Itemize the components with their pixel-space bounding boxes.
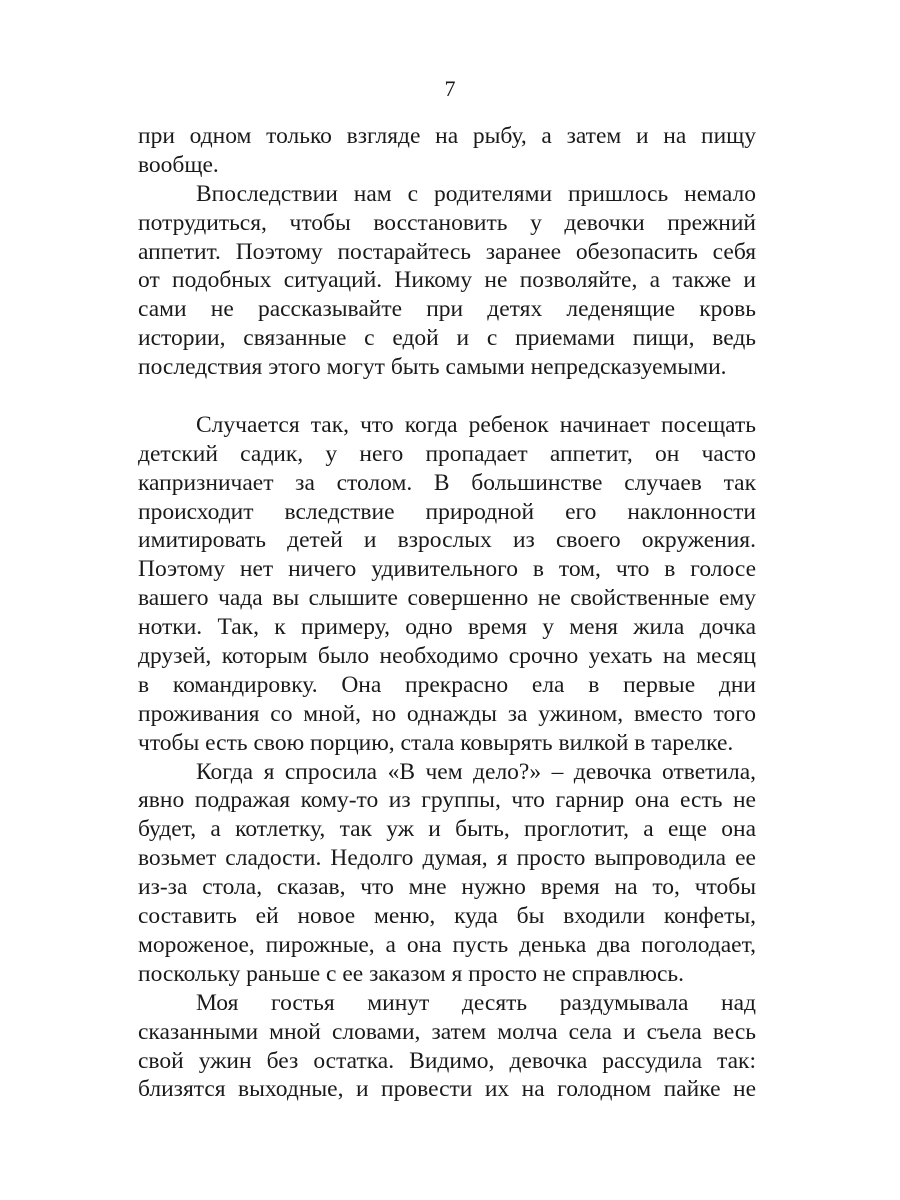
text-line: возьмет сладости. Недолго думая, я просто выпроводила ее [138,845,756,872]
text-line: свой ужин без остатка. Видимо, девочка рассудила так: [138,1047,756,1074]
text-line: имитировать детей и взрослых из своего окружения. [138,527,756,554]
text-line: вашего чада вы слышите совершенно не свойственные ему [138,585,756,612]
text-line: происходит вследствие природной его наклонности [138,498,756,525]
text-line: потрудиться, чтобы восстановить у девочки прежний [138,209,756,236]
text-line: будет, а котлетку, так уж и быть, проглотит, а еще она [138,816,756,843]
text-line: вообще. [138,151,219,178]
paragraph [138,758,756,989]
text-line: сами не рассказывайте при детях леденящие кровь [138,296,756,323]
text-line: поскольку раньше с ее заказом я просто не справлюсь. [138,960,684,987]
text-line: Когда я спросила «В чем дело?» – девочка ответила, [196,758,756,785]
text-line: детский садик, у него пропадает аппетит, он часто [138,440,756,467]
text-line: составить ей новое меню, куда бы входили конфеты, [138,903,756,930]
text-line: от подобных ситуаций. Никому не позволяйте, а также и [138,267,756,294]
text-line: чтобы есть свою порцию, стала ковырять вилкой в тарелке. [138,729,734,756]
text-line: в командировку. Она прекрасно ела в первые дни [138,671,756,698]
text-line: друзей, которым было необходимо срочно уехать на месяц [138,643,756,670]
text-line: проживания со мной, но однажды за ужином, вместо того [138,700,756,727]
text-line: Впоследствии нам с родителями пришлось немало [196,180,756,207]
text-line: Случается так, что когда ребенок начинает посещать [196,411,756,438]
text-line: нотки. Так, к примеру, одно время у меня жила дочка [138,614,756,641]
text-line: при одном только взгляде на рыбу, а затем и на пищу [138,123,756,149]
text-line: явно подражая кому-то из группы, что гарнир она есть не [138,787,756,814]
text-line: сказанными мной словами, затем молча села и съела весь [138,1018,756,1045]
paragraph [138,411,756,758]
body-text [138,122,756,1104]
page-number: 7 [444,76,456,101]
text-line: Моя гостья минут десять раздумывала над [196,989,756,1016]
text-line: близятся выходные, и провести их на голодном пайке не [138,1076,756,1103]
text-line: аппетит. Поэтому постарайтесь заранее обезопасить себя [138,238,756,265]
text-line: истории, связанные с едой и с приемами пищи, ведь [138,325,756,352]
text-line: мороженое, пирожные, а она пусть денька два поголодает, [138,931,756,958]
text-line: последствия этого могут быть самыми непредсказуемыми. [138,354,727,381]
text-line: капризничает за столом. В большинстве случаев так [138,469,756,496]
paragraph [138,989,756,1105]
text-line: из-за стола, сказав, что мне нужно время на то, чтобы [138,874,756,901]
text-line: Поэтому нет ничего удивительного в том, что в голосе [138,556,756,583]
paragraph [138,180,756,382]
paragraph [138,122,756,180]
